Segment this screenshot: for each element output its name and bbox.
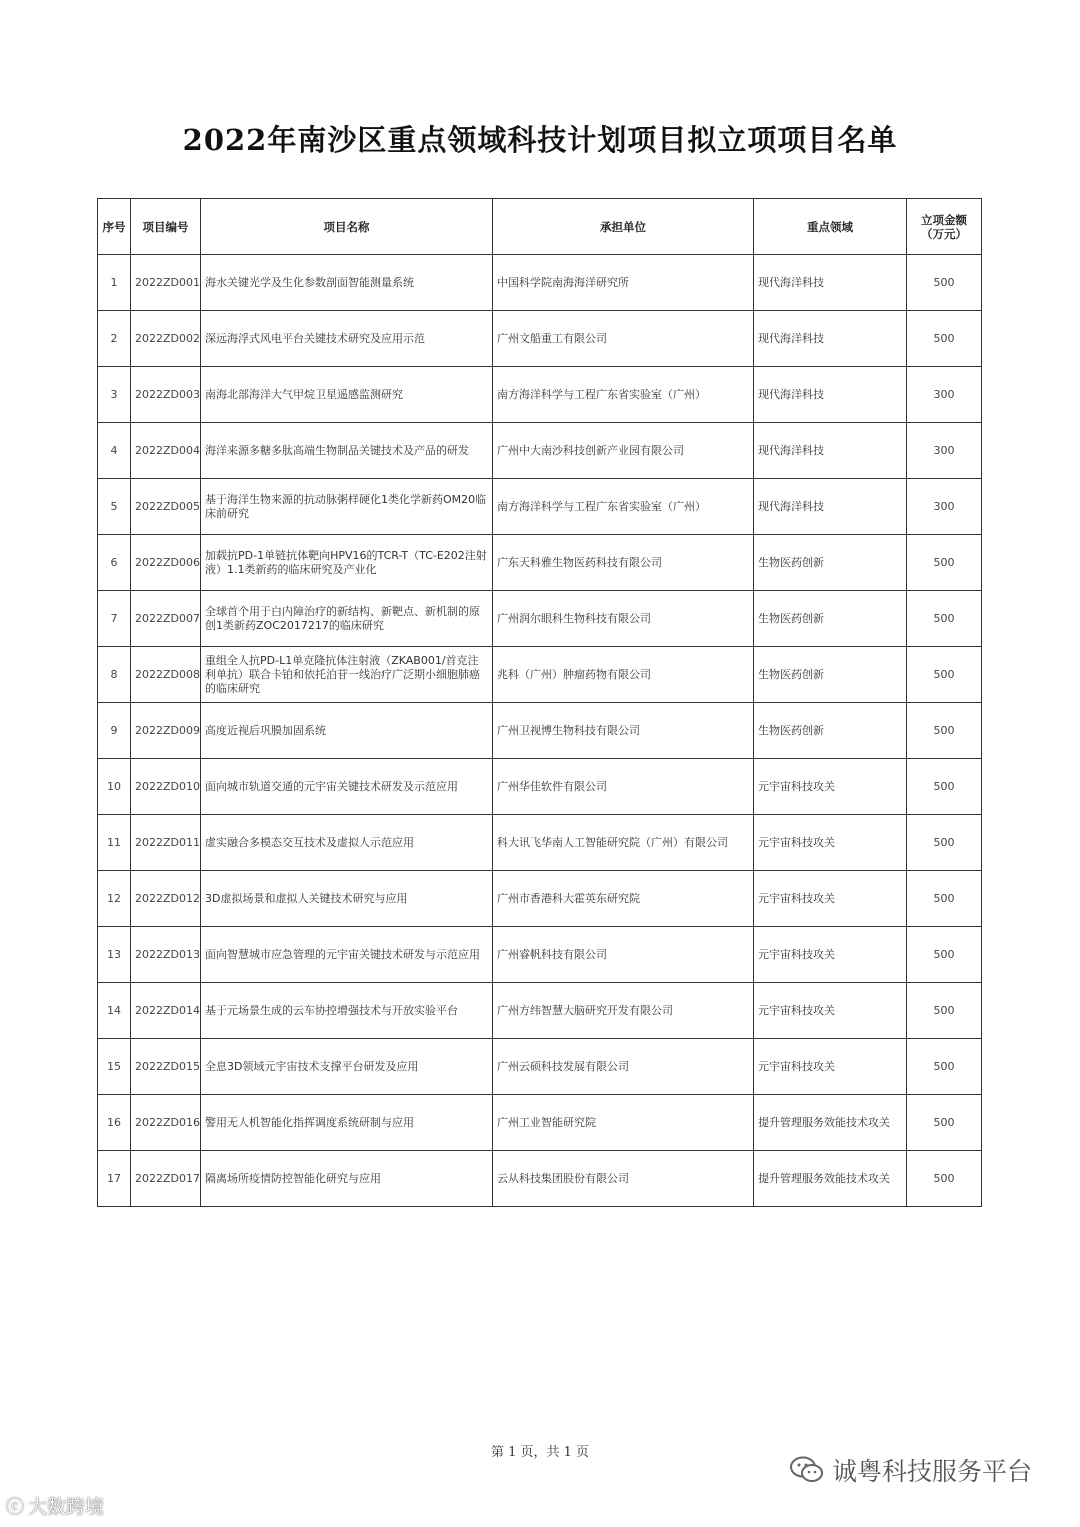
cell-field: 现代海洋科技	[754, 423, 907, 479]
cell-unit: 广州卫视博生物科技有限公司	[493, 703, 754, 759]
cell-unit: 兆科（广州）肿瘤药物有限公司	[493, 647, 754, 703]
cell-name: 隔离场所疫情防控智能化研究与应用	[201, 1151, 493, 1207]
wechat-icon	[790, 1456, 824, 1484]
cell-name: 警用无人机智能化指挥调度系统研制与应用	[201, 1095, 493, 1151]
cell-field: 现代海洋科技	[754, 367, 907, 423]
cell-code: 2022ZD002	[131, 311, 201, 367]
cell-unit: 广州市香港科大霍英东研究院	[493, 871, 754, 927]
cell-amount: 500	[907, 1039, 982, 1095]
cell-code: 2022ZD008	[131, 647, 201, 703]
cell-field: 现代海洋科技	[754, 479, 907, 535]
cell-name: 基于海洋生物来源的抗动脉粥样硬化1类化学新药OM20临床前研究	[201, 479, 493, 535]
header-amount: 立项金额（万元）	[907, 199, 982, 255]
cell-name: 海水关键光学及生化参数剖面智能测量系统	[201, 255, 493, 311]
cell-code: 2022ZD010	[131, 759, 201, 815]
cell-unit: 广州睿帆科技有限公司	[493, 927, 754, 983]
cell-field: 提升管理服务效能技术攻关	[754, 1095, 907, 1151]
cell-code: 2022ZD003	[131, 367, 201, 423]
cell-no: 17	[98, 1151, 131, 1207]
cell-unit: 广州华佳软件有限公司	[493, 759, 754, 815]
cell-amount: 500	[907, 871, 982, 927]
table-header-row	[98, 199, 982, 255]
cell-code: 2022ZD016	[131, 1095, 201, 1151]
table-row	[98, 815, 982, 871]
cell-field: 元宇宙科技攻关	[754, 1039, 907, 1095]
cell-unit: 广州润尔眼科生物科技有限公司	[493, 591, 754, 647]
cell-amount: 500	[907, 759, 982, 815]
cell-name: 虚实融合多模态交互技术及虚拟人示范应用	[201, 815, 493, 871]
cell-name: 面向城市轨道交通的元宇宙关键技术研发及示范应用	[201, 759, 493, 815]
cell-no: 7	[98, 591, 131, 647]
table-row	[98, 1151, 982, 1207]
table-row	[98, 703, 982, 759]
cell-no: 11	[98, 815, 131, 871]
cell-field: 生物医药创新	[754, 535, 907, 591]
cell-code: 2022ZD011	[131, 815, 201, 871]
cell-unit: 中国科学院南海海洋研究所	[493, 255, 754, 311]
cell-code: 2022ZD017	[131, 1151, 201, 1207]
cell-field: 元宇宙科技攻关	[754, 759, 907, 815]
cell-no: 6	[98, 535, 131, 591]
cell-field: 元宇宙科技攻关	[754, 871, 907, 927]
cell-name: 海洋来源多糖多肽高端生物制品关键技术及产品的研发	[201, 423, 493, 479]
cell-amount: 500	[907, 591, 982, 647]
cell-no: 1	[98, 255, 131, 311]
watermark-right	[790, 1452, 1032, 1488]
cell-field: 生物医药创新	[754, 703, 907, 759]
table-row	[98, 535, 982, 591]
cell-name: 南海北部海洋大气甲烷卫星遥感监测研究	[201, 367, 493, 423]
cell-no: 16	[98, 1095, 131, 1151]
watermark-left-text: 大数跨境	[28, 1496, 105, 1518]
table-row	[98, 871, 982, 927]
cell-name: 基于元场景生成的云车协控增强技术与开放实验平台	[201, 983, 493, 1039]
cell-amount: 500	[907, 647, 982, 703]
cell-unit: 南方海洋科学与工程广东省实验室（广州）	[493, 479, 754, 535]
cell-no: 15	[98, 1039, 131, 1095]
table-row	[98, 367, 982, 423]
cell-amount: 500	[907, 815, 982, 871]
cell-name: 高度近视后巩膜加固系统	[201, 703, 493, 759]
cell-name: 面向智慧城市应急管理的元宇宙关键技术研发与示范应用	[201, 927, 493, 983]
cell-code: 2022ZD013	[131, 927, 201, 983]
cell-unit: 云从科技集团股份有限公司	[493, 1151, 754, 1207]
cell-amount: 300	[907, 367, 982, 423]
cell-code: 2022ZD005	[131, 479, 201, 535]
cell-amount: 500	[907, 927, 982, 983]
header-name: 项目名称	[201, 199, 493, 255]
cell-field: 提升管理服务效能技术攻关	[754, 1151, 907, 1207]
cell-amount: 500	[907, 1151, 982, 1207]
cell-unit: 广州云硕科技发展有限公司	[493, 1039, 754, 1095]
project-table	[97, 198, 982, 1207]
cell-field: 元宇宙科技攻关	[754, 983, 907, 1039]
cell-unit: 广州文船重工有限公司	[493, 311, 754, 367]
cell-name: 全息3D领域元宇宙技术支撑平台研发及应用	[201, 1039, 493, 1095]
cell-amount: 500	[907, 311, 982, 367]
table-row	[98, 759, 982, 815]
cell-field: 生物医药创新	[754, 647, 907, 703]
table-row	[98, 927, 982, 983]
cell-code: 2022ZD007	[131, 591, 201, 647]
cell-no: 9	[98, 703, 131, 759]
cell-no: 10	[98, 759, 131, 815]
cell-code: 2022ZD012	[131, 871, 201, 927]
cell-no: 2	[98, 311, 131, 367]
cell-code: 2022ZD009	[131, 703, 201, 759]
cell-field: 元宇宙科技攻关	[754, 815, 907, 871]
brand-logo-icon: ⓒ	[6, 1496, 24, 1518]
cell-field: 元宇宙科技攻关	[754, 927, 907, 983]
cell-field: 生物医药创新	[754, 591, 907, 647]
cell-name: 3D虚拟场景和虚拟人关键技术研究与应用	[201, 871, 493, 927]
table-row	[98, 1095, 982, 1151]
document-title: 2022年南沙区重点领域科技计划项目拟立项项目名单	[182, 123, 898, 157]
cell-amount: 500	[907, 255, 982, 311]
table-row	[98, 255, 982, 311]
header-field: 重点领域	[754, 199, 907, 255]
table-row	[98, 423, 982, 479]
cell-no: 13	[98, 927, 131, 983]
table-row	[98, 1039, 982, 1095]
cell-amount: 300	[907, 423, 982, 479]
cell-amount: 500	[907, 983, 982, 1039]
cell-name: 重组全人抗PD-L1单克隆抗体注射液（ZKAB001/首克注利单抗）联合卡铂和依托泊苷一线治疗广泛期小细胞肺癌的临床研究	[201, 647, 493, 703]
cell-code: 2022ZD015	[131, 1039, 201, 1095]
cell-no: 5	[98, 479, 131, 535]
cell-amount: 500	[907, 1095, 982, 1151]
watermark-left	[6, 1492, 104, 1519]
cell-field: 现代海洋科技	[754, 311, 907, 367]
table-row	[98, 311, 982, 367]
cell-name: 加载抗PD-1单链抗体靶向HPV16的TCR-T（TC-E202注射液）1.1类新药的临床研究及产业化	[201, 535, 493, 591]
cell-code: 2022ZD006	[131, 535, 201, 591]
cell-no: 14	[98, 983, 131, 1039]
cell-name: 深远海浮式风电平台关键技术研究及应用示范	[201, 311, 493, 367]
table-row	[98, 983, 982, 1039]
table-row	[98, 591, 982, 647]
cell-code: 2022ZD001	[131, 255, 201, 311]
table-row	[98, 647, 982, 703]
cell-code: 2022ZD004	[131, 423, 201, 479]
cell-unit: 广州工业智能研究院	[493, 1095, 754, 1151]
page-footer: 第 1 页，共 1 页	[490, 1445, 590, 1460]
cell-field: 现代海洋科技	[754, 255, 907, 311]
table-row	[98, 479, 982, 535]
watermark-right-text: 诚粤科技服务平台	[832, 1457, 1033, 1486]
cell-amount: 500	[907, 535, 982, 591]
cell-unit: 广东天科雅生物医药科技有限公司	[493, 535, 754, 591]
cell-code: 2022ZD014	[131, 983, 201, 1039]
cell-amount: 300	[907, 479, 982, 535]
cell-name: 全球首个用于白内障治疗的新结构、新靶点、新机制的原创1类新药ZOC2017217的临床研究	[201, 591, 493, 647]
cell-unit: 广州方纬智慧大脑研究开发有限公司	[493, 983, 754, 1039]
header-unit: 承担单位	[493, 199, 754, 255]
cell-amount: 500	[907, 703, 982, 759]
cell-unit: 广州中大南沙科技创新产业园有限公司	[493, 423, 754, 479]
cell-no: 8	[98, 647, 131, 703]
cell-unit: 科大讯飞华南人工智能研究院（广州）有限公司	[493, 815, 754, 871]
header-no: 序号	[98, 199, 131, 255]
cell-no: 4	[98, 423, 131, 479]
cell-no: 12	[98, 871, 131, 927]
header-code: 项目编号	[131, 199, 201, 255]
cell-no: 3	[98, 367, 131, 423]
cell-unit: 南方海洋科学与工程广东省实验室（广州）	[493, 367, 754, 423]
